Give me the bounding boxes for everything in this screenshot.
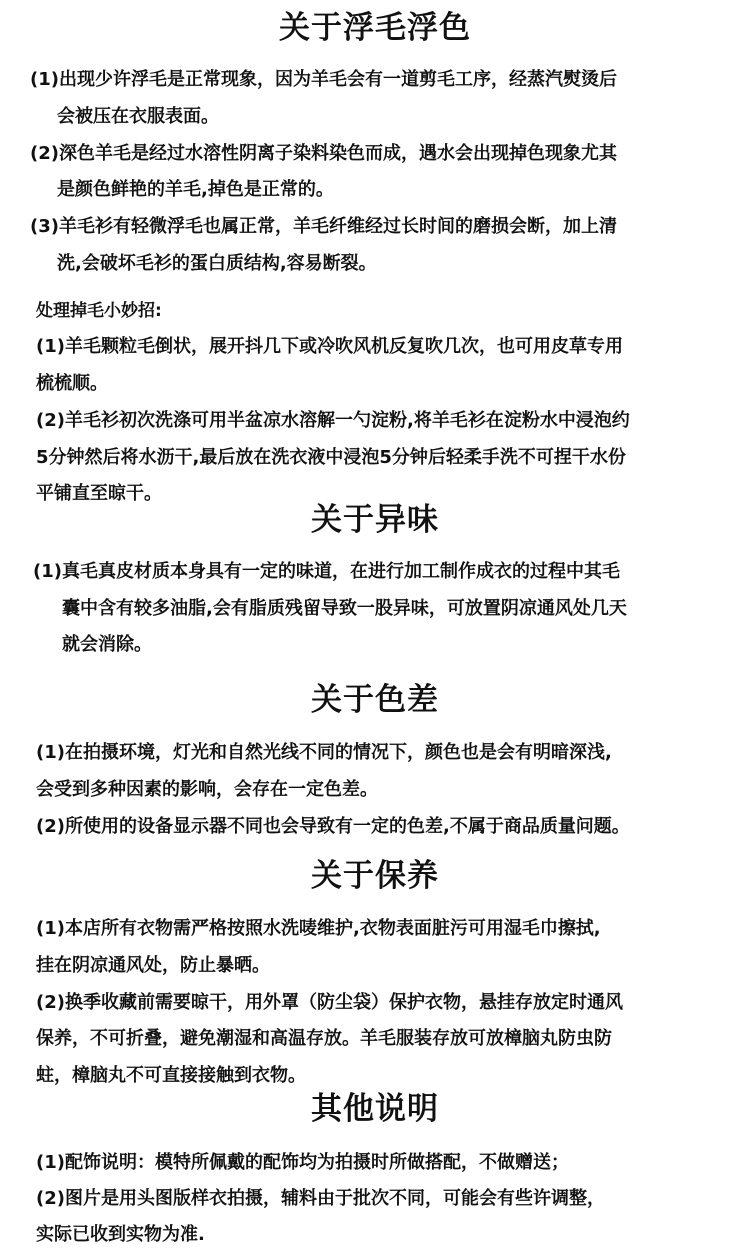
fumao-item-2-line-1: (2)深色羊毛是经过水溶性阴离子染料染色而成，遇水会出现掉色现象尤其 (30, 143, 617, 164)
fumao-item-1-line-1: (1)出现少许浮毛是正常现象，因为羊毛会有一道剪毛工序，经蒸汽熨烫后 (30, 69, 617, 90)
qita-line-1: (1)配饰说明：模特所佩戴的配饰均为拍摄时所做搭配，不做赠送； (36, 1152, 569, 1173)
section-title-yiwei: 关于异味 (311, 502, 439, 538)
qita-line-2: (2)图片是用头图版样衣拍摄，辅料由于批次不同，可能会有些许调整， (36, 1188, 605, 1209)
qita-line-3: 实际已收到实物为准. (36, 1224, 205, 1245)
baoyang-line-1: (1)本店所有衣物需严格按照水洗唛维护,衣物表面脏污可用湿毛巾擦拭, (36, 918, 601, 939)
baoyang-line-2: 挂在阴凉通风处，防止暴晒。 (36, 955, 270, 976)
secha-line-1: (1)在拍摄环境，灯光和自然光线不同的情况下，颜色也是会有明暗深浅, (36, 742, 612, 763)
diaomao-line-2: 梳梳顺。 (36, 373, 108, 394)
yiwei-line-3: 就会消除。 (62, 634, 152, 655)
yiwei-line-1: (1)真毛真皮材质本身具有一定的味道，在进行加工制作成衣的过程中其毛 (33, 561, 620, 582)
section-title-secha: 关于色差 (311, 682, 439, 718)
diaomao-line-4: 5分钟然后将水沥干,最后放在洗衣液中浸泡5分钟后轻柔手洗不可捏干水份 (36, 447, 626, 468)
fumao-item-1-line-2: 会被压在衣服表面。 (57, 106, 219, 127)
baoyang-line-5: 蛀，樟脑丸不可直接接触到衣物。 (36, 1065, 306, 1086)
section-title-fumao: 关于浮毛浮色 (279, 10, 471, 46)
diaomao-line-5: 平铺直至晾干。 (36, 483, 162, 504)
section-title-qita: 其他说明 (311, 1091, 439, 1127)
baoyang-line-3: (2)换季收藏前需要晾干，用外罩（防尘袋）保护衣物，悬挂存放定时通风 (36, 992, 623, 1013)
diaomao-heading: 处理掉毛小妙招: (36, 301, 162, 321)
secha-line-3: (2)所使用的设备显示器不同也会导致有一定的色差,不属于商品质量问题。 (36, 816, 630, 837)
baoyang-line-4: 保养，不可折叠，避免潮湿和高温存放。羊毛服装存放可放樟脑丸防虫防 (36, 1028, 612, 1049)
diaomao-line-1: (1)羊毛颗粒毛倒状，展开抖几下或冷吹风机反复吹几次，也可用皮草专用 (36, 336, 623, 357)
fumao-item-2-line-2: 是颜色鲜艳的羊毛,掉色是正常的。 (57, 179, 334, 200)
fumao-item-3-line-1: (3)羊毛衫有轻微浮毛也属正常，羊毛纤维经过长时间的磨损会断，加上清 (30, 216, 617, 237)
diaomao-line-3: (2)羊毛衫初次洗涤可用半盆凉水溶解一勺淀粉,将羊毛衫在淀粉水中浸泡约 (36, 410, 630, 431)
secha-line-2: 会受到多种因素的影响，会存在一定色差。 (36, 779, 378, 800)
fumao-item-3-line-2: 洗,会破坏毛衫的蛋白质结构,容易断裂。 (57, 253, 377, 274)
section-title-baoyang: 关于保养 (311, 858, 439, 894)
yiwei-line-2: 囊中含有较多油脂,会有脂质残留导致一股异味，可放置阴凉通风处几天 (62, 598, 627, 619)
